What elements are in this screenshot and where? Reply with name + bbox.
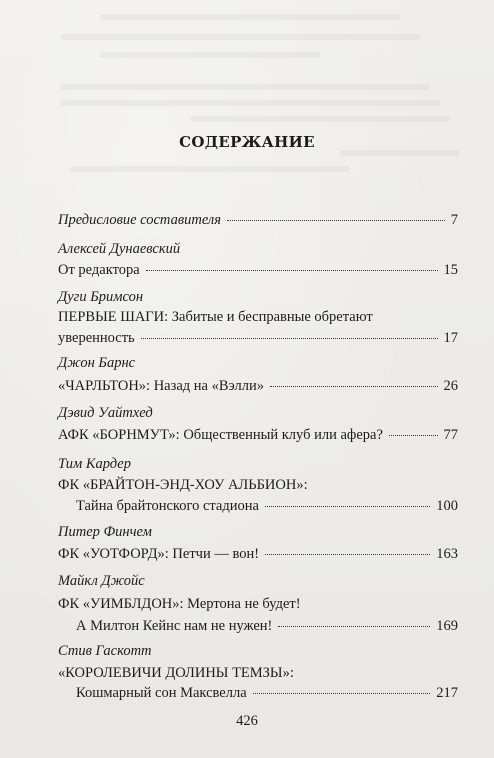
entry-title: ФК «УОТФОРД»: Петчи — вон!: [58, 546, 260, 562]
entry-author: Дэвид Уайтхед: [58, 405, 153, 421]
show-through: [60, 100, 440, 106]
entry-title-cont: А Милтон Кейнс нам не нужен!: [76, 618, 273, 634]
entry-title[interactable]: ПЕРВЫЕ ШАГИ: Забитые и бесправные обретают: [58, 309, 373, 325]
entry-title-cont: Кошмарный сон Максвелла: [76, 685, 247, 701]
dot-leader: [265, 506, 430, 507]
entry-title[interactable]: ФК «УИМБЛДОН»: Мертона не будет!: [58, 596, 301, 612]
dot-leader: [270, 386, 438, 387]
dot-leader: [227, 220, 445, 221]
entry-page: 26: [443, 378, 458, 394]
toc-entry[interactable]: [58, 262, 458, 279]
entry-author: Дуги Бримсон: [58, 289, 144, 305]
dot-leader: [141, 338, 438, 339]
entry-page: 169: [436, 618, 458, 634]
entry-page: 100: [436, 498, 458, 514]
show-through: [190, 116, 450, 122]
entry-title-cont: уверенность: [58, 330, 135, 346]
toc-entry[interactable]: [58, 212, 458, 229]
entry-page: 15: [443, 262, 458, 278]
entry-author: Алексей Дунаевский: [58, 241, 181, 257]
toc-entry[interactable]: [58, 427, 458, 444]
entry-page: 163: [436, 546, 458, 562]
show-through: [100, 52, 320, 58]
entry-page: 7: [450, 212, 458, 228]
entry-author: Джон Барнс: [58, 355, 136, 371]
entry-page: 17: [443, 330, 458, 346]
toc-entry[interactable]: [76, 618, 458, 635]
toc-entry[interactable]: [76, 498, 458, 515]
entry-page: 217: [436, 685, 458, 701]
entry-title-cont: Тайна брайтонского стадиона: [76, 498, 259, 514]
entry-author: Тим Кардер: [58, 456, 131, 472]
dot-leader: [146, 270, 438, 271]
toc-entry[interactable]: [58, 330, 458, 347]
entry-author: Питер Финчем: [58, 524, 152, 540]
toc-entry[interactable]: [58, 546, 458, 563]
entry-page: 77: [443, 427, 458, 443]
entry-title: АФК «БОРНМУТ»: Общественный клуб или афера?: [58, 427, 383, 443]
show-through: [60, 84, 430, 90]
entry-title[interactable]: ФК «БРАЙТОН-ЭНД-ХОУ АЛЬБИОН»:: [58, 477, 308, 493]
dot-leader: [389, 435, 438, 436]
show-through: [70, 166, 350, 172]
entry-title[interactable]: «КОРОЛЕВИЧИ ДОЛИНЫ ТЕМЗЫ»:: [58, 665, 294, 681]
show-through: [100, 14, 400, 20]
dot-leader: [265, 554, 430, 555]
entry-title: «ЧАРЛЬТОН»: Назад на «Вэлли»: [58, 378, 264, 394]
toc-entry[interactable]: [76, 685, 458, 702]
page-number: 426: [236, 713, 258, 729]
entry-author: Стив Гаскотт: [58, 643, 152, 659]
entry-title: От редактора: [58, 262, 140, 278]
entry-author: Майкл Джойс: [58, 573, 145, 589]
show-through: [60, 34, 420, 40]
dot-leader: [253, 693, 431, 694]
dot-leader: [278, 626, 430, 627]
page-title: СОДЕРЖАНИЕ: [179, 133, 315, 151]
toc-entry[interactable]: [58, 378, 458, 395]
entry-title: Предисловие составителя: [58, 212, 221, 228]
